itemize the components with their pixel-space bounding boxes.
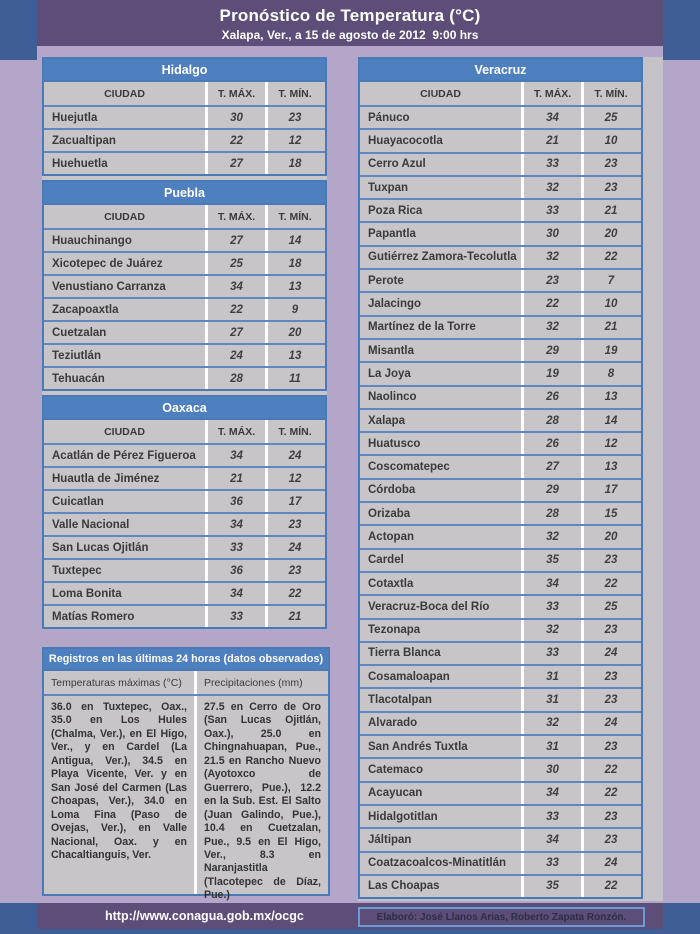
city-cell: Alvarado xyxy=(368,717,418,730)
table-row xyxy=(44,512,325,535)
table-rows-veracruz xyxy=(360,105,641,897)
city-cell: La Joya xyxy=(368,367,411,380)
column-header-tmin: T. MÍN. xyxy=(265,205,322,228)
city-cell: San Andrés Tuxtla xyxy=(368,740,468,753)
tmin-cell: 23 xyxy=(581,177,638,198)
registros-col2-header: Precipitaciones (mm) xyxy=(194,671,328,694)
tmin-cell: 24 xyxy=(581,713,638,734)
table-row xyxy=(360,594,641,617)
tmin-cell: 22 xyxy=(581,247,638,268)
table-hidalgo xyxy=(42,57,327,176)
tmax-cell: 34 xyxy=(205,445,265,466)
city-cell: Naolinco xyxy=(368,391,417,404)
table-row xyxy=(360,454,641,477)
tmax-cell: 22 xyxy=(521,293,581,314)
table-row xyxy=(360,221,641,244)
city-cell: Jalacingo xyxy=(368,298,422,311)
registros-body xyxy=(44,696,328,902)
tmax-cell: 33 xyxy=(521,200,581,221)
table-row xyxy=(44,128,325,151)
table-row xyxy=(360,851,641,874)
table-row xyxy=(360,152,641,175)
column-header-tmax: T. MÁX. xyxy=(205,205,265,228)
tmax-cell: 35 xyxy=(521,876,581,897)
tmin-cell: 12 xyxy=(265,468,322,489)
column-header-tmax: T. MÁX. xyxy=(521,82,581,105)
tmin-cell: 23 xyxy=(581,154,638,175)
tmin-cell: 23 xyxy=(581,550,638,571)
city-cell: Huauchinango xyxy=(52,234,132,247)
city-cell: Pánuco xyxy=(368,111,410,124)
registros-box xyxy=(42,647,330,902)
city-cell: Acatlán de Pérez Figueroa xyxy=(52,449,196,462)
tmax-cell: 33 xyxy=(205,537,265,558)
table-row xyxy=(44,151,325,174)
tmax-cell: 31 xyxy=(521,689,581,710)
tmax-cell: 22 xyxy=(205,299,265,320)
page-banner xyxy=(37,0,663,46)
city-cell: Catemaco xyxy=(368,763,423,776)
city-cell: Cardel xyxy=(368,554,404,567)
tmin-cell: 22 xyxy=(581,783,638,804)
city-cell: Loma Bonita xyxy=(52,587,122,600)
registros-col1-header: Temperaturas máximas (°C) xyxy=(51,676,182,689)
table-row xyxy=(360,268,641,291)
tmax-cell: 35 xyxy=(521,550,581,571)
city-cell: Hidalgotitlan xyxy=(368,810,438,823)
tmax-cell: 33 xyxy=(521,643,581,664)
table-row xyxy=(360,711,641,734)
city-cell: Córdoba xyxy=(368,484,416,497)
tmax-cell: 28 xyxy=(521,410,581,431)
tmax-cell: 27 xyxy=(205,322,265,343)
bottom-left-navy-block xyxy=(0,903,37,934)
tmin-cell: 23 xyxy=(265,107,322,128)
tmax-cell: 27 xyxy=(205,230,265,251)
city-cell: Huejutla xyxy=(52,111,98,124)
tmax-cell: 34 xyxy=(521,783,581,804)
table-row xyxy=(360,501,641,524)
table-title-oaxaca: Oaxaca xyxy=(44,397,325,420)
tmin-cell: 17 xyxy=(581,480,638,501)
tmin-cell: 13 xyxy=(265,276,322,297)
tmax-cell: 21 xyxy=(521,130,581,151)
tmin-cell: 23 xyxy=(581,620,638,641)
city-cell: Zacapoaxtla xyxy=(52,303,119,316)
column-header-tmax: T. MÁX. xyxy=(205,420,265,443)
city-cell: Jáltipan xyxy=(368,833,412,846)
city-cell: Valle Nacional xyxy=(52,518,130,531)
tmax-cell: 30 xyxy=(205,107,265,128)
tmax-cell: 27 xyxy=(205,153,265,174)
table-row xyxy=(360,641,641,664)
column-header-city: CIUDAD xyxy=(104,425,145,438)
table-title-hidalgo: Hidalgo xyxy=(44,59,325,82)
tmin-cell: 22 xyxy=(581,759,638,780)
city-cell: Misantla xyxy=(368,344,415,357)
table-rows-oaxaca xyxy=(44,443,325,627)
city-cell: Xalapa xyxy=(368,414,406,427)
table-puebla xyxy=(42,180,327,391)
table-row xyxy=(360,338,641,361)
tmin-cell: 25 xyxy=(581,596,638,617)
footer-bar xyxy=(0,903,700,934)
tmin-cell: 22 xyxy=(581,573,638,594)
tmax-cell: 34 xyxy=(521,829,581,850)
tmax-cell: 30 xyxy=(521,223,581,244)
table-row xyxy=(44,443,325,466)
tmax-cell: 32 xyxy=(521,247,581,268)
credit-box xyxy=(358,907,645,927)
tmax-cell: 34 xyxy=(521,573,581,594)
city-cell: Tuxtepec xyxy=(52,564,102,577)
tmin-cell: 11 xyxy=(265,368,322,389)
tmax-cell: 36 xyxy=(205,560,265,581)
tmax-cell: 31 xyxy=(521,736,581,757)
city-cell: Acayucan xyxy=(368,787,423,800)
table-veracruz xyxy=(358,57,643,899)
tmax-cell: 27 xyxy=(521,456,581,477)
tmax-cell: 34 xyxy=(205,276,265,297)
credit-text: Elaboró: José Llanos Arias, Roberto Zapata Ronzón. xyxy=(376,911,627,923)
tmin-cell: 18 xyxy=(265,153,322,174)
table-row xyxy=(44,343,325,366)
tmax-cell: 34 xyxy=(521,107,581,128)
table-row xyxy=(44,535,325,558)
table-row xyxy=(360,781,641,804)
table-row xyxy=(44,366,325,389)
column-header-city: CIUDAD xyxy=(104,87,145,100)
tmin-cell: 17 xyxy=(265,491,322,512)
tmin-cell: 22 xyxy=(265,583,322,604)
city-cell: Huautla de Jiménez xyxy=(52,472,160,485)
tmax-cell: 32 xyxy=(521,317,581,338)
table-row xyxy=(360,524,641,547)
city-cell: Tuxpan xyxy=(368,181,409,194)
table-row xyxy=(44,581,325,604)
tmin-cell: 21 xyxy=(581,317,638,338)
tmax-cell: 31 xyxy=(521,666,581,687)
top-left-navy-block xyxy=(0,0,37,60)
tmin-cell: 23 xyxy=(581,806,638,827)
tmax-cell: 34 xyxy=(205,514,265,535)
tmax-cell: 32 xyxy=(521,177,581,198)
tmax-cell: 33 xyxy=(521,806,581,827)
city-cell: Papantla xyxy=(368,228,416,241)
top-right-navy-block xyxy=(663,0,700,60)
left-tables-block xyxy=(42,57,327,629)
table-row xyxy=(44,105,325,128)
city-cell: Huehuetla xyxy=(52,157,108,170)
city-cell: Cerro Azul xyxy=(368,158,426,171)
tmin-cell: 20 xyxy=(265,322,322,343)
table-header-row xyxy=(44,205,325,228)
table-row xyxy=(44,320,325,343)
table-row xyxy=(360,315,641,338)
city-cell: Venustiano Carranza xyxy=(52,280,166,293)
table-row xyxy=(360,198,641,221)
city-cell: Cosamaloapan xyxy=(368,670,450,683)
city-cell: Gutiérrez Zamora-Tecolutla xyxy=(368,251,517,264)
tmin-cell: 23 xyxy=(581,666,638,687)
tmax-cell: 19 xyxy=(521,363,581,384)
table-title-veracruz: Veracruz xyxy=(360,59,641,82)
city-cell: Tierra Blanca xyxy=(368,647,441,660)
city-cell: Huatusco xyxy=(368,437,421,450)
table-row xyxy=(360,105,641,128)
tmin-cell: 8 xyxy=(581,363,638,384)
table-row xyxy=(360,664,641,687)
city-cell: Tezonapa xyxy=(368,624,421,637)
tmin-cell: 22 xyxy=(581,876,638,897)
tmax-cell: 34 xyxy=(205,583,265,604)
table-row xyxy=(360,291,641,314)
tmax-cell: 24 xyxy=(205,345,265,366)
tmax-cell: 29 xyxy=(521,480,581,501)
table-rows-hidalgo xyxy=(44,105,325,174)
city-cell: Poza Rica xyxy=(368,204,423,217)
city-cell: Tlacotalpan xyxy=(368,694,432,707)
table-row xyxy=(360,548,641,571)
table-row xyxy=(44,558,325,581)
tmin-cell: 13 xyxy=(581,387,638,408)
table-row xyxy=(360,618,641,641)
tmax-cell: 25 xyxy=(205,253,265,274)
tmax-cell: 21 xyxy=(205,468,265,489)
table-row xyxy=(44,604,325,627)
city-cell: Actopan xyxy=(368,530,414,543)
tmin-cell: 21 xyxy=(265,606,322,627)
tmax-cell: 23 xyxy=(521,270,581,291)
table-row xyxy=(360,245,641,268)
tmin-cell: 23 xyxy=(265,514,322,535)
tmax-cell: 33 xyxy=(521,154,581,175)
city-cell: Zacualtipan xyxy=(52,134,116,147)
tmin-cell: 12 xyxy=(581,433,638,454)
tmin-cell: 10 xyxy=(581,293,638,314)
registros-title: Registros en las últimas 24 horas (datos observados) xyxy=(44,649,328,671)
tmax-cell: 33 xyxy=(521,596,581,617)
table-row xyxy=(360,734,641,757)
city-cell: Cuicatlan xyxy=(52,495,104,508)
city-cell: Perote xyxy=(368,274,404,287)
tmin-cell: 18 xyxy=(265,253,322,274)
table-row xyxy=(360,361,641,384)
tmin-cell: 24 xyxy=(265,445,322,466)
page-subtitle: Xalapa, Ver., a 15 de agosto de 2012 9:00 hrs xyxy=(221,28,479,42)
table-header-row xyxy=(360,82,641,105)
tmax-cell: 32 xyxy=(521,620,581,641)
tmin-cell: 10 xyxy=(581,130,638,151)
tmax-cell: 32 xyxy=(521,713,581,734)
registros-precip-text: 27.5 en Cerro de Oro (San Lucas Ojitlán, Oax.), 25.0 en Chingnahuapan, Pue., 21.5 en Rancho Nuevo (Ayotoxco de Guerrero, Pue.), 12.2 en la Sub. Est. El Salto (Juan Galindo, Pue.), 10.4 en Cuetzalan, Pue., 9.5 en El Higo, Ver., 8.3 en Naranjastitla (Tlacotepec de Díaz, Pue.) xyxy=(194,696,328,894)
tmin-cell: 20 xyxy=(581,526,638,547)
table-row xyxy=(360,827,641,850)
table-row xyxy=(360,804,641,827)
table-row xyxy=(44,466,325,489)
tmax-cell: 33 xyxy=(205,606,265,627)
column-header-tmin: T. MÍN. xyxy=(265,420,322,443)
table-row xyxy=(360,408,641,431)
table-oaxaca xyxy=(42,395,327,629)
city-cell: Cotaxtla xyxy=(368,577,414,590)
table-row xyxy=(360,571,641,594)
footer-navy-strip xyxy=(0,929,700,934)
tmin-cell: 24 xyxy=(581,853,638,874)
city-cell: Teziutlán xyxy=(52,349,101,362)
table-row xyxy=(44,251,325,274)
tmax-cell: 28 xyxy=(521,503,581,524)
footer-url-link[interactable]: http://www.conagua.gob.mx/ocgc xyxy=(105,909,304,923)
tmax-cell: 26 xyxy=(521,387,581,408)
table-header-row xyxy=(44,420,325,443)
tmax-cell: 29 xyxy=(521,340,581,361)
table-row xyxy=(360,431,641,454)
tmax-cell: 28 xyxy=(205,368,265,389)
table-row xyxy=(44,297,325,320)
tmin-cell: 21 xyxy=(581,200,638,221)
veracruz-panel xyxy=(358,57,663,901)
tmin-cell: 14 xyxy=(265,230,322,251)
city-cell: San Lucas Ojitlán xyxy=(52,541,149,554)
table-header-row xyxy=(44,82,325,105)
tmin-cell: 13 xyxy=(265,345,322,366)
tmin-cell: 23 xyxy=(265,560,322,581)
city-cell: Cuetzalan xyxy=(52,326,107,339)
registros-header-row xyxy=(44,671,328,696)
table-rows-puebla xyxy=(44,228,325,389)
table-row xyxy=(360,175,641,198)
tmax-cell: 33 xyxy=(521,853,581,874)
table-row xyxy=(360,874,641,897)
table-row xyxy=(44,489,325,512)
tmin-cell: 9 xyxy=(265,299,322,320)
table-row xyxy=(360,687,641,710)
city-cell: Orizaba xyxy=(368,507,411,520)
city-cell: Martínez de la Torre xyxy=(368,321,476,334)
city-cell: Veracruz-Boca del Río xyxy=(368,600,490,613)
table-row xyxy=(360,757,641,780)
registros-max-temps-text: 36.0 en Tuxtepec, Oax., 35.0 en Los Hules (Chalma, Ver.), en El Higo, Ver., y en Cardel (La Antigua, Ver.), 34.5 en Playa Vicente, Ver. y en San José del Carmen (Las Choapas, Ver.), 34.0 en Loma Fina (Paso de Ovejas, Ver.), en Valle Nacional, Oax. y en Chacaltianguis, Ver. xyxy=(51,701,187,861)
tmin-cell: 13 xyxy=(581,456,638,477)
table-row xyxy=(360,478,641,501)
tmin-cell: 24 xyxy=(581,643,638,664)
table-row xyxy=(44,274,325,297)
tmin-cell: 14 xyxy=(581,410,638,431)
tmin-cell: 25 xyxy=(581,107,638,128)
tmax-cell: 26 xyxy=(521,433,581,454)
tmax-cell: 32 xyxy=(521,526,581,547)
tmin-cell: 15 xyxy=(581,503,638,524)
bottom-right-navy-block xyxy=(663,903,700,934)
column-header-tmin: T. MÍN. xyxy=(265,82,322,105)
column-header-tmax: T. MÁX. xyxy=(205,82,265,105)
tmin-cell: 12 xyxy=(265,130,322,151)
tmin-cell: 19 xyxy=(581,340,638,361)
table-row xyxy=(360,385,641,408)
tmin-cell: 23 xyxy=(581,689,638,710)
tmin-cell: 7 xyxy=(581,270,638,291)
tmin-cell: 20 xyxy=(581,223,638,244)
column-header-city: CIUDAD xyxy=(420,87,461,100)
city-cell: Coatzacoalcos-Minatitlán xyxy=(368,857,507,870)
column-header-city: CIUDAD xyxy=(104,210,145,223)
table-title-puebla: Puebla xyxy=(44,182,325,205)
tmin-cell: 23 xyxy=(581,829,638,850)
city-cell: Matías Romero xyxy=(52,610,135,623)
city-cell: Tehuacán xyxy=(52,372,105,385)
city-cell: Las Choapas xyxy=(368,880,440,893)
tmax-cell: 30 xyxy=(521,759,581,780)
city-cell: Xicotepec de Juárez xyxy=(52,257,163,270)
table-row xyxy=(360,128,641,151)
tmin-cell: 23 xyxy=(581,736,638,757)
tmin-cell: 24 xyxy=(265,537,322,558)
city-cell: Coscomatepec xyxy=(368,461,450,474)
tmax-cell: 22 xyxy=(205,130,265,151)
page-title: Pronóstico de Temperatura (°C) xyxy=(219,6,481,25)
tmax-cell: 36 xyxy=(205,491,265,512)
city-cell: Huayacocotla xyxy=(368,134,443,147)
table-row xyxy=(44,228,325,251)
column-header-tmin: T. MÍN. xyxy=(581,82,638,105)
